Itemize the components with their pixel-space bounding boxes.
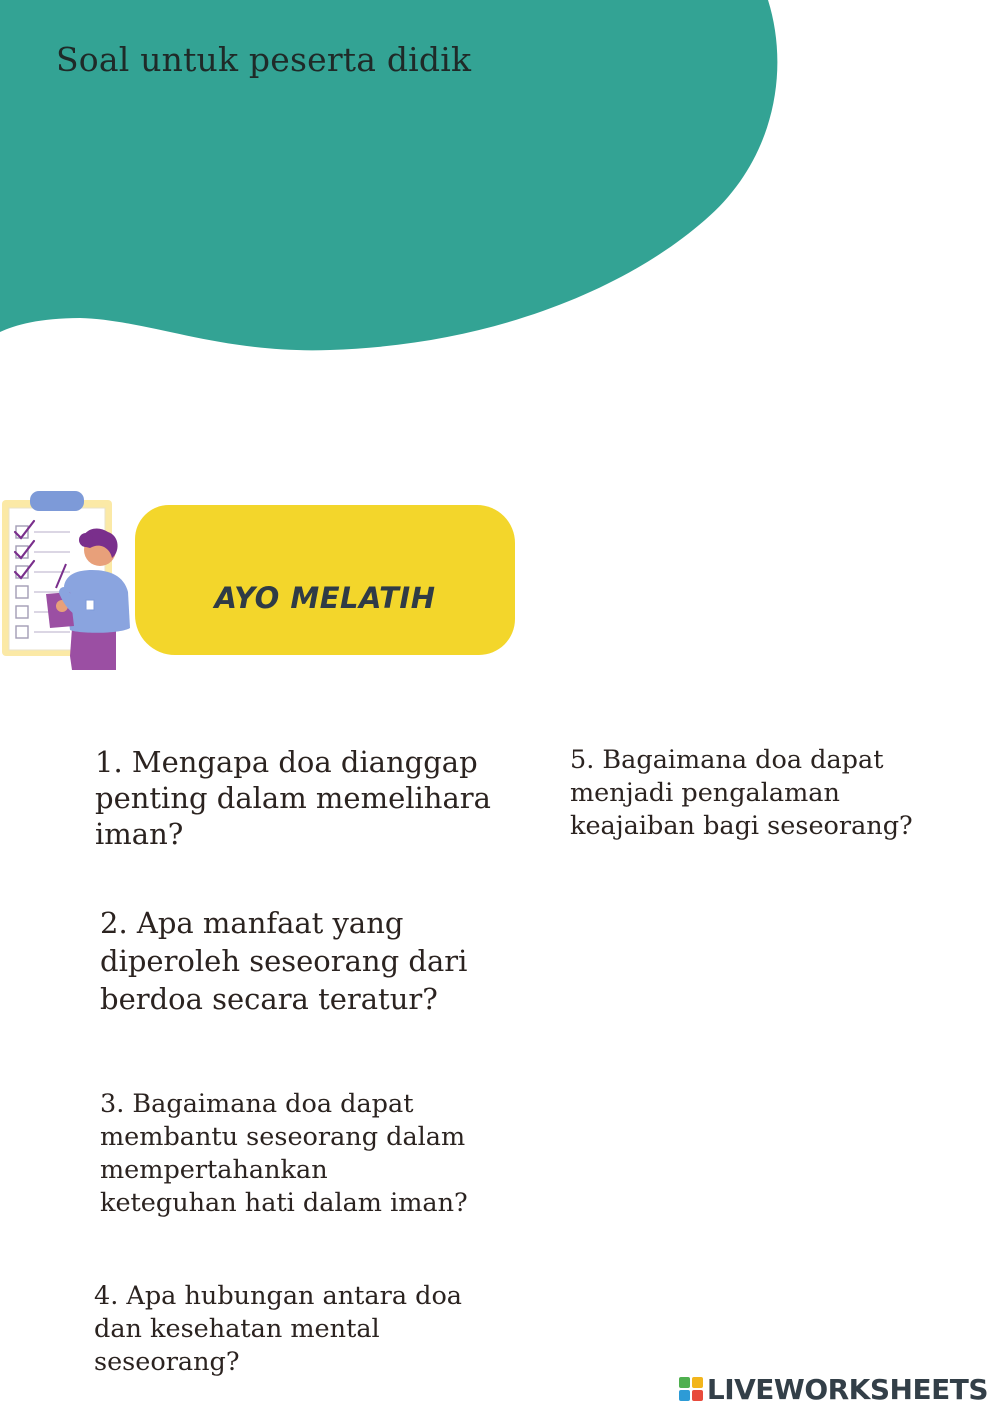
question-3: 3. Bagaimana doa dapat membantu seseorang dalam mempertahankan keteguhan hati dalam iman? [100,1089,468,1218]
banner-label: AYO MELATIH [214,581,436,615]
question-2: 2. Apa manfaat yang diperoleh seseorang dari berdoa secara teratur? [100,906,468,1016]
question-1: 1. Mengapa doa dianggap penting dalam memelihara iman? [95,745,491,851]
ayo-melatih-banner [135,505,515,655]
liveworksheets-logo-icon [679,1377,703,1401]
liveworksheets-logo [679,1372,988,1406]
question-5: 5. Bagaimana doa dapat menjadi pengalaman keajaiban bagi seseorang? [570,745,913,841]
page-title: Soal untuk peserta didik [56,40,472,79]
question-4: 4. Apa hubungan antara doa dan kesehatan mental seseorang? [94,1281,463,1377]
logo-text: LIVEWORKSHEETS [706,1372,988,1406]
clipboard-checklist-person-illustration [0,488,135,673]
